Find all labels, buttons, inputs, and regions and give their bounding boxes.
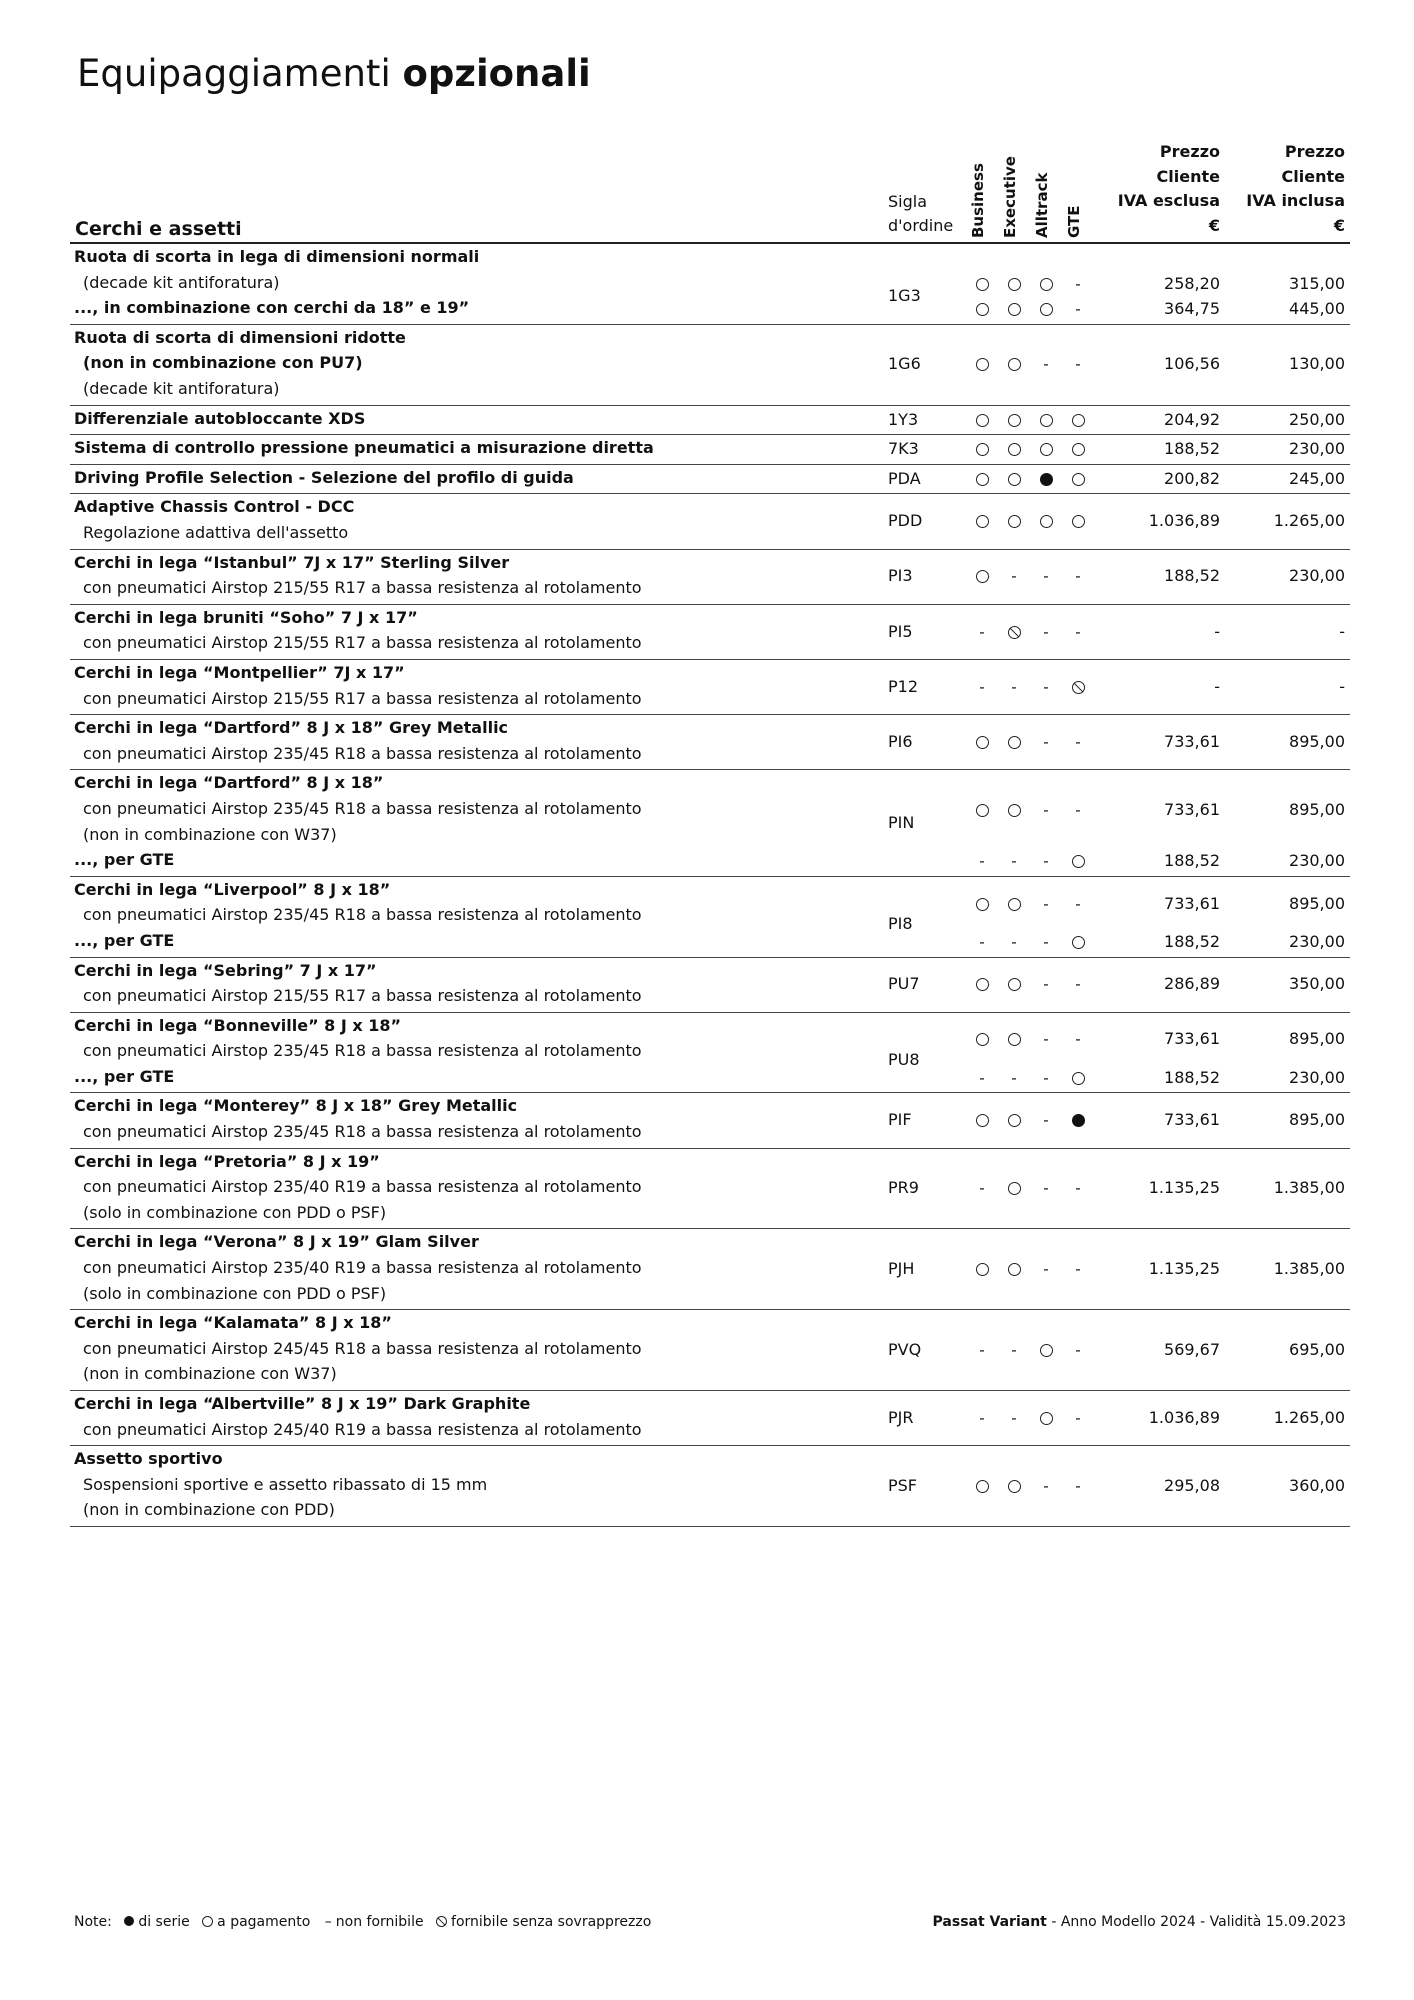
open-circle-icon (1004, 1110, 1024, 1130)
dash-icon: - (979, 1408, 985, 1427)
price-inc-vat: 895,00 (1289, 1110, 1345, 1130)
order-code: P12 (888, 676, 919, 696)
dash-icon: - (1011, 1340, 1017, 1359)
option-text: Sistema di controllo pressione pneumatici a misurazione diretta (74, 438, 654, 458)
option-text: (non in combinazione con PDD) (83, 1500, 335, 1520)
table-row (70, 1093, 1350, 1148)
order-code: PSF (888, 1475, 918, 1495)
dash-icon: - (979, 1068, 985, 1087)
dash-icon: - (1075, 1030, 1081, 1049)
option-text: (decade kit antiforatura) (83, 272, 280, 292)
price-ex-vat: - (1214, 621, 1220, 641)
dash-icon: - (1011, 852, 1017, 871)
option-text: con pneumatici Airstop 235/45 R18 a bassa resistenza al rotolamento (83, 905, 642, 925)
price-ex-vat: 1.135,25 (1148, 1178, 1220, 1198)
price-ex-vat: 733,61 (1164, 799, 1220, 819)
table-header (70, 142, 1350, 244)
price-ex-vat: 1.135,25 (1148, 1259, 1220, 1279)
options-table (70, 244, 1350, 1527)
dash-icon: - (1011, 567, 1017, 586)
option-text: con pneumatici Airstop 235/40 R19 a bassa resistenza al rotolamento (83, 1177, 642, 1197)
open-circle-icon (202, 1916, 213, 1927)
price-inc-vat: 445,00 (1289, 299, 1345, 319)
dash-icon: - (1011, 1068, 1017, 1087)
option-text: (decade kit antiforatura) (83, 378, 280, 398)
price-ex-header: Prezzo Cliente IVA esclusa € (1117, 142, 1220, 235)
dash-icon: - (1075, 894, 1081, 913)
price-in-header: Prezzo Cliente IVA inclusa € (1246, 142, 1345, 235)
order-code: PJH (888, 1259, 915, 1279)
dash-icon: - (1011, 1408, 1017, 1427)
option-text: Cerchi in lega “Istanbul” 7J x 17” Sterling Silver (74, 552, 510, 572)
slashed-circle-icon (436, 1916, 447, 1927)
table-row (70, 1310, 1350, 1391)
open-circle-icon (1004, 274, 1024, 294)
option-text: Cerchi in lega “Verona” 8 J x 19” Glam Silver (74, 1232, 479, 1252)
open-circle-icon (972, 354, 992, 374)
option-text: Cerchi in lega “Montpellier” 7J x 17” (74, 662, 405, 682)
open-circle-icon (1036, 274, 1056, 294)
price-inc-vat: 1.265,00 (1273, 511, 1345, 531)
price-inc-vat: 245,00 (1289, 468, 1345, 488)
dash-icon: - (1075, 1408, 1081, 1427)
price-ex-vat: 188,52 (1164, 1067, 1220, 1087)
open-circle-icon (1068, 511, 1088, 531)
open-circle-icon (1068, 469, 1088, 489)
price-inc-vat: 230,00 (1289, 439, 1345, 459)
open-circle-icon (1068, 1068, 1088, 1088)
price-inc-vat: 895,00 (1289, 893, 1345, 913)
dash-icon: - (979, 852, 985, 871)
option-text: Ruota di scorta in lega di dimensioni normali (74, 247, 480, 266)
option-text: Regolazione adattiva dell'assetto (83, 522, 349, 542)
price-inc-vat: 895,00 (1289, 1029, 1345, 1049)
dash-icon: - (979, 1340, 985, 1359)
dash-icon: - (1043, 1111, 1049, 1130)
dash-icon: - (1075, 1340, 1081, 1359)
open-circle-icon (972, 274, 992, 294)
price-inc-vat: 1.385,00 (1273, 1178, 1345, 1198)
option-text: con pneumatici Airstop 235/45 R18 a bassa resistenza al rotolamento (83, 1122, 642, 1142)
open-circle-icon (1068, 410, 1088, 430)
table-row (70, 406, 1350, 436)
order-code: PU8 (888, 1049, 920, 1069)
version-header-gte: GTE (1065, 205, 1083, 238)
option-text: Cerchi in lega bruniti “Soho” 7 J x 17” (74, 607, 418, 627)
price-ex-vat: 733,61 (1164, 1029, 1220, 1049)
option-text: Ruota di scorta di dimensioni ridotte (74, 327, 406, 347)
open-circle-icon (1036, 410, 1056, 430)
option-text: con pneumatici Airstop 245/40 R19 a bassa resistenza al rotolamento (83, 1419, 642, 1439)
dash-icon: - (1075, 622, 1081, 641)
price-ex-vat: 733,61 (1164, 893, 1220, 913)
order-code: PI6 (888, 731, 913, 751)
price-ex-vat: - (1214, 676, 1220, 696)
price-inc-vat: 130,00 (1289, 354, 1345, 374)
option-text: ..., in combinazione con cerchi da 18” e 19” (74, 298, 470, 318)
version-header-alltrack: Alltrack (1033, 172, 1051, 238)
order-code: PIF (888, 1110, 912, 1130)
dash-icon: - (1075, 274, 1081, 293)
open-circle-icon (1068, 439, 1088, 459)
price-inc-vat: 230,00 (1289, 851, 1345, 871)
filled-circle-icon (1036, 469, 1056, 489)
price-inc-vat: 895,00 (1289, 731, 1345, 751)
option-text: Assetto sportivo (74, 1449, 223, 1469)
dash-icon: - (1011, 932, 1017, 951)
option-text: ..., per GTE (74, 1066, 175, 1086)
filled-circle-icon (124, 1916, 134, 1926)
open-circle-icon (1004, 1259, 1024, 1279)
order-code: 1Y3 (888, 409, 919, 429)
slashed-circle-icon (1004, 622, 1024, 642)
open-circle-icon (1004, 410, 1024, 430)
open-circle-icon (1036, 439, 1056, 459)
price-inc-vat: 230,00 (1289, 931, 1345, 951)
order-code: PU7 (888, 974, 920, 994)
open-circle-icon (1004, 1178, 1024, 1198)
price-inc-vat: 350,00 (1289, 974, 1345, 994)
price-ex-vat: 1.036,89 (1148, 511, 1220, 531)
open-circle-icon (972, 511, 992, 531)
dash-icon: - (1043, 1068, 1049, 1087)
table-row (70, 1149, 1350, 1230)
open-circle-icon (1004, 511, 1024, 531)
open-circle-icon (972, 1110, 992, 1130)
dash-icon: - (1043, 975, 1049, 994)
dash-icon: - (1075, 800, 1081, 819)
dash-icon: - (1043, 732, 1049, 751)
price-ex-vat: 258,20 (1164, 273, 1220, 293)
price-inc-vat: 315,00 (1289, 273, 1345, 293)
option-text: Cerchi in lega “Kalamata” 8 J x 18” (74, 1313, 392, 1333)
dash-icon: - (1043, 677, 1049, 696)
open-circle-icon (972, 732, 992, 752)
sigla-header: Sigla d'ordine (888, 192, 954, 235)
price-inc-vat: 230,00 (1289, 1067, 1345, 1087)
open-circle-icon (1004, 354, 1024, 374)
option-text: con pneumatici Airstop 215/55 R17 a bassa resistenza al rotolamento (83, 986, 642, 1006)
dash-icon: - (1043, 567, 1049, 586)
dash-icon: - (1075, 1179, 1081, 1198)
option-text: Cerchi in lega “Monterey” 8 J x 18” Grey Metallic (74, 1096, 518, 1116)
dash-icon: - (1011, 677, 1017, 696)
price-inc-vat: 230,00 (1289, 566, 1345, 586)
table-row (70, 1391, 1350, 1446)
open-circle-icon (972, 299, 992, 319)
order-code: PI5 (888, 621, 913, 641)
option-text: con pneumatici Airstop 235/45 R18 a bassa resistenza al rotolamento (83, 1041, 642, 1061)
dash-icon: - (1043, 1260, 1049, 1279)
option-text: Cerchi in lega “Sebring” 7 J x 17” (74, 960, 377, 980)
price-inc-vat: 360,00 (1289, 1475, 1345, 1495)
option-text: Cerchi in lega “Dartford” 8 J x 18” Grey Metallic (74, 718, 509, 738)
price-ex-vat: 188,52 (1164, 851, 1220, 871)
table-row (70, 494, 1350, 549)
option-text: Cerchi in lega “Dartford” 8 J x 18” (74, 773, 384, 793)
dash-icon: - (979, 932, 985, 951)
price-ex-vat: 188,52 (1164, 931, 1220, 951)
price-ex-vat: 286,89 (1164, 974, 1220, 994)
open-circle-icon (972, 1259, 992, 1279)
table-row (70, 435, 1350, 465)
option-text: con pneumatici Airstop 215/55 R17 a bassa resistenza al rotolamento (83, 688, 642, 708)
option-text: (non in combinazione con W37) (83, 1364, 337, 1384)
option-text: con pneumatici Airstop 215/55 R17 a bassa resistenza al rotolamento (83, 633, 642, 653)
price-ex-vat: 733,61 (1164, 731, 1220, 751)
table-row (70, 770, 1350, 876)
option-text: ..., per GTE (74, 850, 175, 870)
option-text: Driving Profile Selection - Selezione del profilo di guida (74, 467, 574, 487)
option-text: con pneumatici Airstop 235/40 R19 a bassa resistenza al rotolamento (83, 1258, 642, 1278)
open-circle-icon (972, 1476, 992, 1496)
option-text: con pneumatici Airstop 235/45 R18 a bassa resistenza al rotolamento (83, 798, 642, 818)
table-row (70, 605, 1350, 660)
price-inc-vat: - (1339, 621, 1345, 641)
open-circle-icon (1004, 469, 1024, 489)
dash-icon: - (979, 622, 985, 641)
order-code: 1G6 (888, 354, 921, 374)
price-inc-vat: 1.265,00 (1273, 1407, 1345, 1427)
table-row (70, 1446, 1350, 1527)
option-text: Cerchi in lega “Bonneville” 8 J x 18” (74, 1015, 402, 1035)
option-text: Sospensioni sportive e assetto ribassato di 15 mm (83, 1474, 488, 1494)
dash-icon: - (1075, 975, 1081, 994)
dash-icon: - (1043, 800, 1049, 819)
table-row (70, 1013, 1350, 1094)
price-ex-vat: 106,56 (1164, 354, 1220, 374)
open-circle-icon (1004, 439, 1024, 459)
open-circle-icon (972, 800, 992, 820)
section-title: Cerchi e assetti (75, 218, 242, 240)
dash-icon: – (324, 1914, 332, 1930)
open-circle-icon (972, 1029, 992, 1049)
model-info: Passat Variant - Anno Modello 2024 - Validità 15.09.2023 (932, 1914, 1346, 1930)
open-circle-icon (1068, 851, 1088, 871)
open-circle-icon (972, 894, 992, 914)
open-circle-icon (972, 439, 992, 459)
option-text: con pneumatici Airstop 235/45 R18 a bassa resistenza al rotolamento (83, 743, 642, 763)
order-code: PR9 (888, 1178, 919, 1198)
dash-icon: - (1075, 1476, 1081, 1495)
dash-icon: - (979, 1179, 985, 1198)
price-inc-vat: - (1339, 676, 1345, 696)
table-row (70, 877, 1350, 958)
price-ex-vat: 204,92 (1164, 409, 1220, 429)
price-inc-vat: 1.385,00 (1273, 1259, 1345, 1279)
table-row (70, 244, 1350, 325)
price-ex-vat: 295,08 (1164, 1475, 1220, 1495)
option-text: Cerchi in lega “Liverpool” 8 J x 18” (74, 879, 391, 899)
table-row (70, 465, 1350, 495)
order-code: 7K3 (888, 439, 919, 459)
version-header-executive: Executive (1001, 156, 1019, 238)
order-code: PDD (888, 511, 923, 531)
open-circle-icon (972, 410, 992, 430)
dash-icon: - (1043, 852, 1049, 871)
price-ex-vat: 188,52 (1164, 566, 1220, 586)
dash-icon: - (979, 677, 985, 696)
dash-icon: - (1043, 355, 1049, 374)
price-ex-vat: 364,75 (1164, 299, 1220, 319)
slashed-circle-icon (1068, 677, 1088, 697)
option-text: Cerchi in lega “Pretoria” 8 J x 19” (74, 1151, 380, 1171)
table-row (70, 325, 1350, 406)
open-circle-icon (1004, 894, 1024, 914)
page-title: Equipaggiamenti opzionali (77, 52, 591, 95)
table-row (70, 660, 1350, 715)
order-code: PDA (888, 468, 921, 488)
open-circle-icon (1004, 1476, 1024, 1496)
dash-icon: - (1075, 732, 1081, 751)
dash-icon: - (1043, 894, 1049, 913)
open-circle-icon (1036, 511, 1056, 531)
legend: Note: di serie a pagamento – non fornibile fornibile senza sovrapprezzo (74, 1914, 652, 1930)
option-text: Differenziale autobloccante XDS (74, 408, 366, 428)
dash-icon: - (1075, 567, 1081, 586)
table-row (70, 550, 1350, 605)
filled-circle-icon (1068, 1110, 1088, 1130)
order-code: PI8 (888, 913, 913, 933)
open-circle-icon (1004, 974, 1024, 994)
dash-icon: - (1043, 932, 1049, 951)
table-row (70, 1229, 1350, 1310)
open-circle-icon (1036, 299, 1056, 319)
option-text: (solo in combinazione con PDD o PSF) (83, 1283, 387, 1303)
price-ex-vat: 1.036,89 (1148, 1407, 1220, 1427)
open-circle-icon (1036, 1340, 1056, 1360)
open-circle-icon (1004, 732, 1024, 752)
version-header-business: Business (969, 163, 987, 238)
open-circle-icon (972, 974, 992, 994)
price-ex-vat: 733,61 (1164, 1110, 1220, 1130)
table-row (70, 958, 1350, 1013)
dash-icon: - (1075, 1260, 1081, 1279)
option-text: ..., per GTE (74, 930, 175, 950)
option-text: (non in combinazione con PU7) (83, 353, 363, 373)
dash-icon: - (1075, 300, 1081, 319)
price-ex-vat: 569,67 (1164, 1339, 1220, 1359)
open-circle-icon (1036, 1408, 1056, 1428)
price-ex-vat: 188,52 (1164, 439, 1220, 459)
open-circle-icon (1004, 1029, 1024, 1049)
dash-icon: - (1043, 622, 1049, 641)
open-circle-icon (1004, 299, 1024, 319)
table-row (70, 715, 1350, 770)
option-text: con pneumatici Airstop 215/55 R17 a bassa resistenza al rotolamento (83, 578, 642, 598)
dash-icon: - (1043, 1476, 1049, 1495)
order-code: PI3 (888, 566, 913, 586)
option-text: Cerchi in lega “Albertville” 8 J x 19” Dark Graphite (74, 1394, 531, 1414)
order-code: PVQ (888, 1339, 922, 1359)
dash-icon: - (1043, 1030, 1049, 1049)
order-code: PIN (888, 812, 915, 832)
open-circle-icon (972, 566, 992, 586)
price-ex-vat: 200,82 (1164, 468, 1220, 488)
option-text: con pneumatici Airstop 245/45 R18 a bassa resistenza al rotolamento (83, 1338, 642, 1358)
price-inc-vat: 695,00 (1289, 1339, 1345, 1359)
open-circle-icon (1068, 932, 1088, 952)
order-code: 1G3 (888, 286, 921, 306)
option-text: (solo in combinazione con PDD o PSF) (83, 1202, 387, 1222)
price-inc-vat: 895,00 (1289, 799, 1345, 819)
open-circle-icon (1004, 800, 1024, 820)
price-inc-vat: 250,00 (1289, 409, 1345, 429)
option-text: (non in combinazione con W37) (83, 824, 337, 844)
order-code: PJR (888, 1407, 914, 1427)
option-text: Adaptive Chassis Control - DCC (74, 497, 355, 517)
dash-icon: - (1043, 1179, 1049, 1198)
dash-icon: - (1075, 355, 1081, 374)
open-circle-icon (972, 469, 992, 489)
